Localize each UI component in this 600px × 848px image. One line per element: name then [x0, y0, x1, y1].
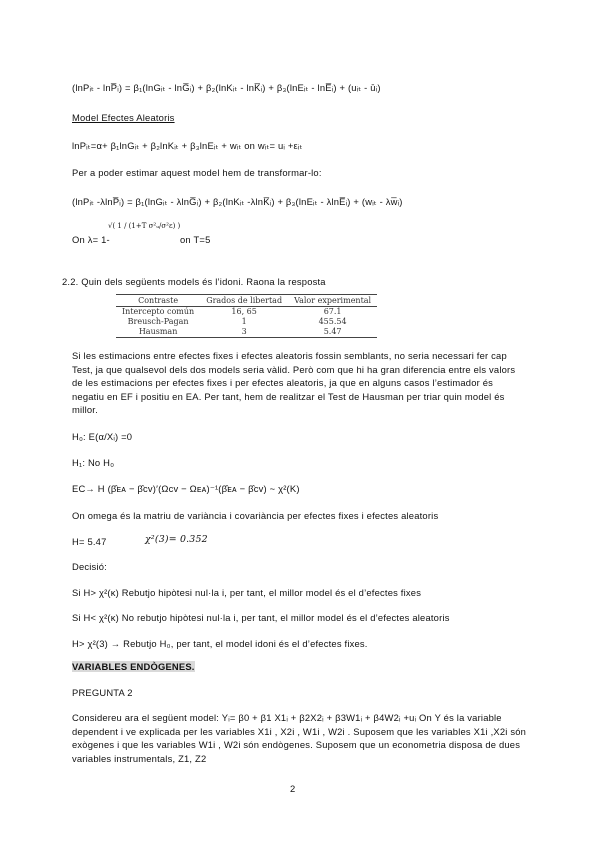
- lambda-prefix: On λ= 1-: [72, 234, 110, 245]
- table-cell: 67.1: [323, 307, 342, 316]
- conclusion: H> χ²(3) → Rebutjo H₀, per tant, el model idoni és el d’efectes fixes.: [72, 638, 368, 649]
- table-row: [116, 307, 377, 318]
- question-2-2: 2.2. Quin dels següents models és l’idoni. Raona la resposta: [62, 276, 326, 287]
- equation-within: (lnPᵢₜ - lnP̅ᵢ) = β₁(lnGᵢₜ - lnG̅ᵢ) + β₂(lnKᵢₜ - lnK̅ᵢ) + β₃(lnEᵢₜ - lnE̅ᵢ) + (uᵢₜ - ūᵢ): [72, 82, 381, 93]
- question-heading: PREGUNTA 2: [72, 687, 133, 698]
- null-hypothesis: H₀: E(α/Xᵢ) =0: [72, 431, 133, 442]
- hausman-paragraph: Si les estimacions entre efectes fixes i efectes aleatoris fossin semblants, no seria necessari fer cap Test, ja que qualsevol dels dos models seria vàlid. Però com que hi ha gran diferencia entre els valors de les estimacions per efectes fixes i per efectes aleatoris, ja que en alguns casos l’estimador és negatiu en EF i positiu en EA. Per tant, hem de realitzar el Test de Hausman per triar quin model és millor.: [72, 350, 516, 416]
- equation-transformed: (lnPᵢₜ -λlnP̅ᵢ) = β₁(lnGᵢₜ - λlnG̅ᵢ) + β₂(lnKᵢₜ -λlnK̅ᵢ) + β₃(lnEᵢₜ - λlnE̅ᵢ) + (wᵢₜ - λw̅ᵢ): [72, 196, 403, 207]
- page-number: 2: [290, 783, 296, 794]
- table-row: [116, 327, 377, 338]
- table-row: [116, 317, 377, 327]
- table-cell: Breusch-Pagan: [127, 317, 189, 326]
- chi-value: χ²(3)= 0.352: [145, 534, 208, 545]
- omega-text: On omega és la matriu de variància i covariància per efectes fixes i efectes aleatoris: [72, 510, 439, 521]
- alt-hypothesis: H₁: No H₀: [72, 457, 115, 468]
- table-cell: 5.47: [288, 327, 377, 338]
- test-statistic: EC→ H (β̂ᴇᴀ − β̂ᴄᴠ)′(Ωᴄᴠ − Ωᴇᴀ)⁻¹(β̂ᴇᴀ − β̂ᴄᴠ) ~ χ²(K): [72, 483, 300, 494]
- table-header: Contraste: [116, 295, 200, 307]
- table-cell: 16, 65: [231, 307, 257, 316]
- equation-random-effects: lnPᵢₜ=α+ β₁lnGᵢₜ + β₂lnKᵢₜ + β₃lnEᵢₜ + wᵢₜ on wᵢₜ= uᵢ +εᵢₜ: [72, 140, 303, 151]
- h-value: H= 5.47: [72, 536, 107, 547]
- table-header: Grados de libertad: [200, 295, 288, 307]
- table-cell: 1: [241, 317, 247, 326]
- test-results-table: [116, 294, 377, 338]
- table-header: Valor experimental: [288, 295, 377, 307]
- table-header-row: [116, 295, 377, 307]
- lambda-suffix: on T=5: [180, 234, 211, 245]
- heading-random-effects: Model Efectes Aleatoris: [72, 112, 175, 123]
- model-paragraph: Considereu ara el següent model: Yᵢ= β0 + β1 X1ᵢ + β2X2ᵢ + β3W1ᵢ + β4W2ᵢ +uᵢ On Y és la variable dependent i ve explicada per les variables X1i , X2i , W1i , W2i . Suposem que les variables X1i ,X2i són exògenes i que les variables W1i , W2i són endògenes. Suposem que un econometria disposa de dues variables instrumentals, Z1, Z2: [72, 712, 527, 764]
- lambda-fraction: √( 1 / (1+T σ²ᵤ/σ²ε) ): [108, 222, 181, 230]
- rule-less: Si H< χ²(κ) No rebutjo hipòtesi nul·la i, per tant, el millor model és el d’efectes aleatoris: [72, 612, 450, 623]
- table-cell: 3: [200, 327, 288, 338]
- table-cell: Intercepto común: [122, 307, 195, 316]
- table-cell: 455.54: [318, 317, 347, 326]
- transform-text: Per a poder estimar aquest model hem de transformar-lo:: [72, 167, 322, 178]
- table-cell: Hausman: [116, 327, 200, 338]
- section-heading: VARIABLES ENDÒGENES.: [72, 661, 195, 672]
- rule-greater: Si H> χ²(κ) Rebutjo hipòtesi nul·la i, per tant, el millor model és el d’efectes fixes: [72, 587, 422, 598]
- decision-label: Decisió:: [72, 561, 107, 572]
